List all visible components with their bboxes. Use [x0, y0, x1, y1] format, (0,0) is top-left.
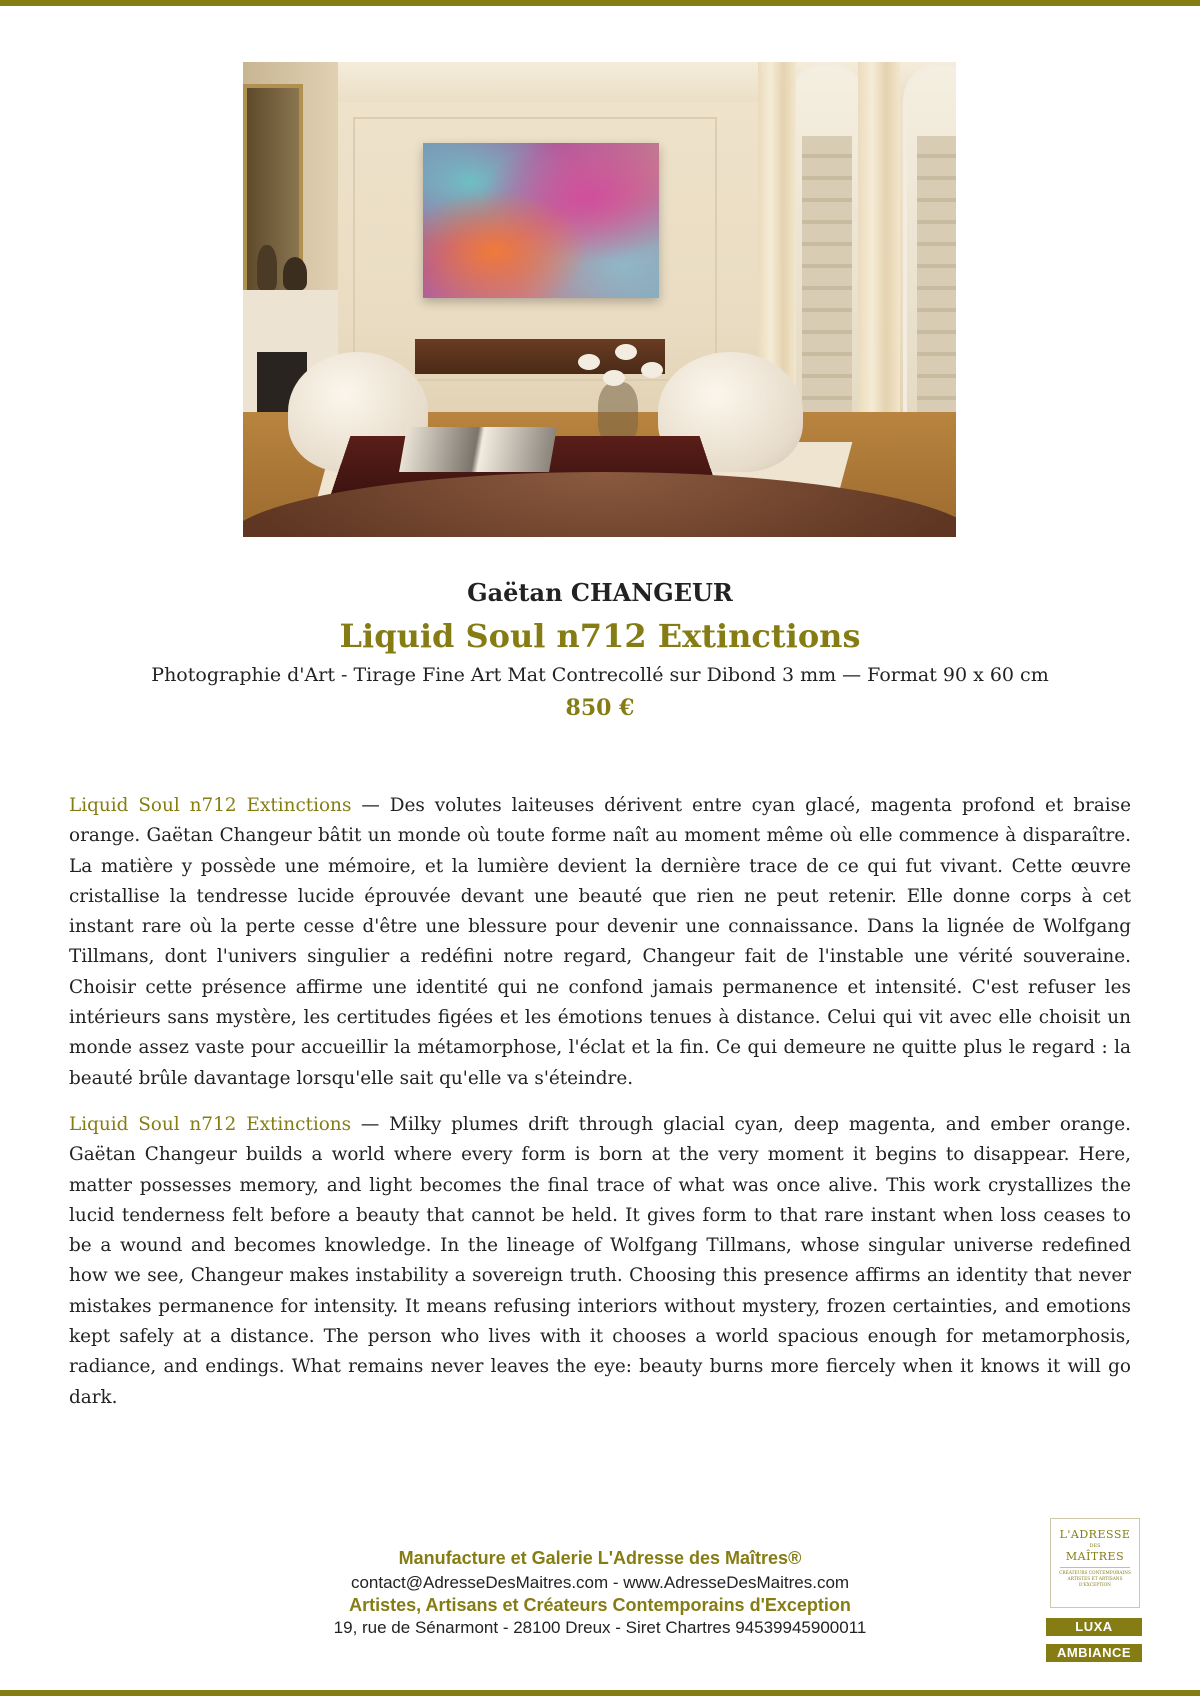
photo-window	[903, 62, 956, 470]
artwork-canvas	[423, 143, 659, 298]
logo-divider	[1060, 1567, 1130, 1568]
ambiance-badge: AMBIANCE	[1046, 1644, 1142, 1662]
artwork-room-photo	[243, 62, 956, 537]
logo-line: CRÉATEURS CONTEMPORAINS ARTISTES ET ARTISANS D'EXCEPTION	[1059, 1571, 1131, 1588]
photo-flower-vase	[598, 382, 638, 442]
logo-line: L'ADRESSE	[1059, 1528, 1131, 1541]
description-french	[69, 791, 1131, 1094]
photo-vase	[257, 245, 277, 290]
photo-flower	[641, 362, 663, 378]
description-french-text: — Des volutes laiteuses dérivent entre cyan glacé, magenta profond et braise orange. Gaëtan Changeur bâtit un monde où toute forme naît au moment même où elle commence à disparaître. La matière y possède une mémoire, et la lumière devient la dernière trace de ce qui fut vivant. Cette œuvre cristallise la tendresse lucide éprouvée devant une beauté que rien ne peut retenir. Elle donne corps à cet instant rare où la perte cesse d'être une blessure pour devenir une connaissance. Dans la lignée de Wolfgang Tillmans, dont l'univers singulier a redéfini notre regard, Changeur fait de l'instable une vérité souveraine. Choisir cette présence affirme une identité qui ne confond jamais permanence et intensité. C'est refuser les intérieurs sans mystère, les certitudes figées et les émotions tenues à distance. Celui qui vit avec elle choisit un monde assez vaste pour accueillir la métamorphose, l'éclat et la fin. Ce qui demeure ne quitte plus le regard : la beauté brûle davantage lorsqu'elle sait qu'elle va s'éteindre.	[69, 795, 1131, 1089]
artwork-title: Liquid Soul n712 Extinctions	[339, 617, 861, 655]
artist-name: Gaëtan CHANGEUR	[467, 578, 733, 607]
description-english-text: — Milky plumes drift through glacial cyan, deep magenta, and ember orange. Gaëtan Changeur builds a world where every form is born at the very moment it begins to disappear. Here, matter possesses memory, and light becomes the final trace of what was once alive. This work crystallizes the lucid tenderness felt before a beauty that cannot be held. It gives form to that rare instant when loss ceases to be a wound and becomes knowledge. In the lineage of Wolfgang Tillmans, whose singular universe redefined how we see, Changeur makes instability a sovereign truth. Choosing this presence affirms an identity that never mistakes permanence for intensity. It means refusing interiors without mystery, frozen certainties, and emotions kept safely at a distance. The person who lives with it chooses a world spacious enough for metamorphosis, radiance, and endings. What remains never leaves the eye: beauty burns more fiercely when it knows it will go dark.	[69, 1114, 1131, 1408]
photo-flower	[603, 370, 625, 386]
logo-line: DES	[1089, 1543, 1101, 1549]
footer-tagline: Artistes, Artisans et Créateurs Contemporains d'Exception	[349, 1595, 851, 1615]
description-french-lead: Liquid Soul n712 Extinctions	[69, 795, 352, 816]
artwork-subtitle: Photographie d'Art - Tirage Fine Art Mat Contrecollé sur Dibond 3 mm — Format 90 x 60 cm	[151, 664, 1049, 686]
bottom-border-bar	[0, 1690, 1200, 1696]
description-english-lead: Liquid Soul n712 Extinctions	[69, 1114, 352, 1135]
photo-flower	[578, 354, 600, 370]
footer-contact: contact@AdresseDesMaitres.com - www.AdresseDesMaitres.com	[350, 1573, 850, 1592]
photo-flower	[615, 344, 637, 360]
logo-line: MAÎTRES	[1065, 1550, 1125, 1563]
top-border-bar	[0, 0, 1200, 6]
luxa-badge: LUXA	[1046, 1618, 1142, 1636]
footer-gallery-name: Manufacture et Galerie L'Adresse des Maîtres®	[398, 1548, 802, 1568]
gallery-logo	[1050, 1518, 1140, 1608]
photo-open-book	[399, 427, 557, 472]
photo-vase	[283, 257, 307, 290]
description-english	[69, 1110, 1131, 1413]
artwork-price: 850 €	[565, 695, 635, 721]
footer-address: 19, rue de Sénarmont - 28100 Dreux - Siret Chartres 94539945900011	[333, 1618, 867, 1637]
